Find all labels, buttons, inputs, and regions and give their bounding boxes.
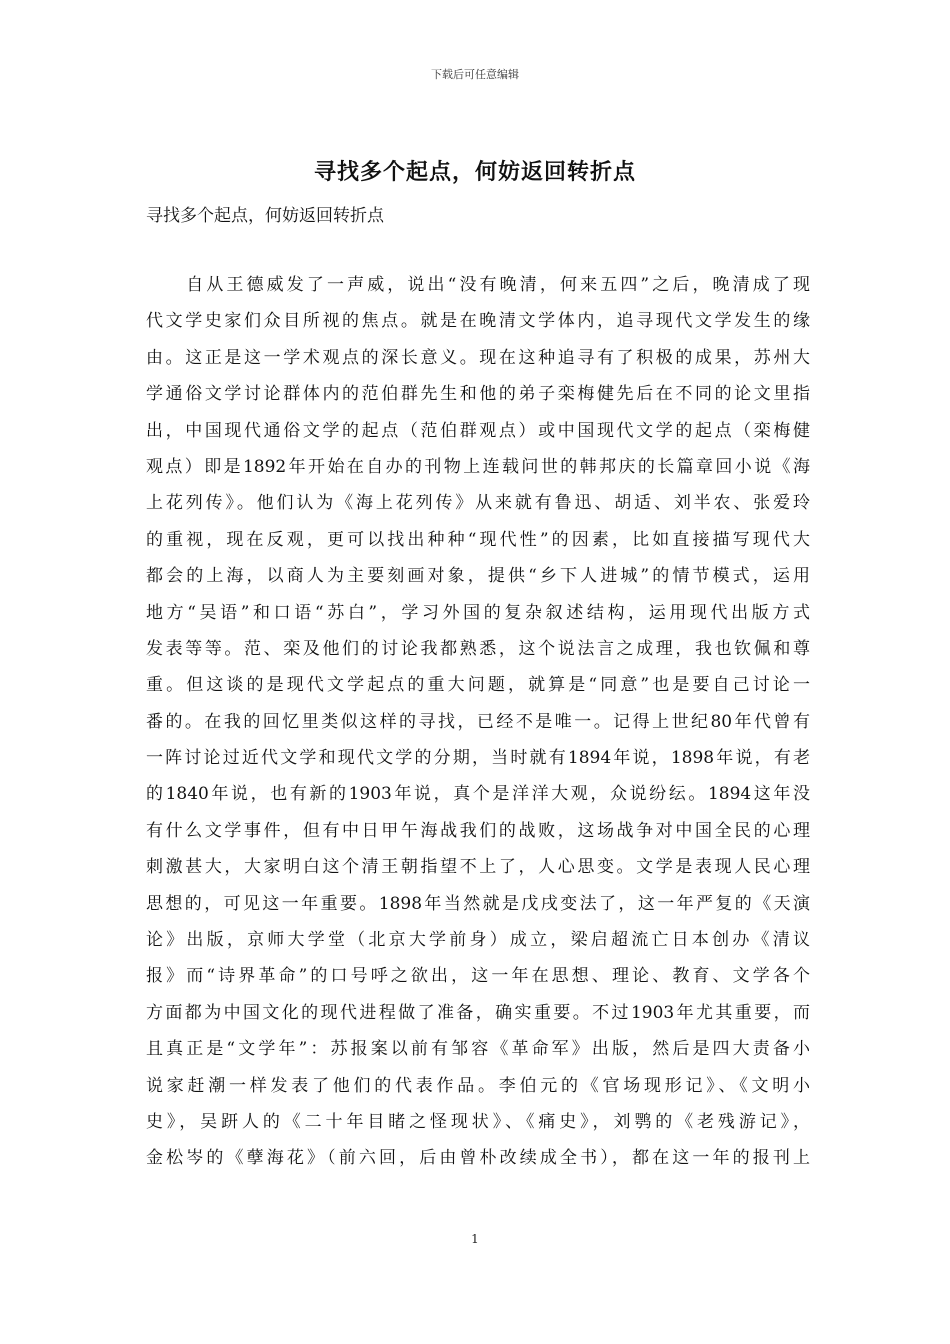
body-line: 自从王德威发了一声威，说出“没有晚清，何来五四”之后，晚清成了现: [146, 275, 810, 295]
body-line: 都会的上海，以商人为主要刻画对象，提供“乡下人进城”的情节模式，运用: [146, 566, 810, 587]
body-line: 番的。在我的回忆里类似这样的寻找，已经不是唯一。记得上世纪80年代曾有: [146, 711, 810, 732]
body-line: 刺激甚大，大家明白这个清王朝指望不上了，人心思变。文学是表现人民心理: [146, 857, 810, 878]
body-text: [146, 267, 810, 1177]
document-subtitle: 寻找多个起点，何妨返回转折点: [146, 206, 384, 226]
body-line: 说家赶潮一样发表了他们的代表作品。李伯元的《官场现形记》、《文明小: [146, 1075, 810, 1096]
page-header: 下载后可任意编辑: [431, 68, 519, 81]
body-line: 学通俗文学讨论群体内的范伯群先生和他的弟子栾梅健先后在不同的论文里指: [146, 384, 810, 405]
body-line: 的1840年说，也有新的1903年说，真个是洋洋大观，众说纷纭。1894这年没: [146, 784, 810, 805]
body-line: 一阵讨论过近代文学和现代文学的分期，当时就有1894年说，1898年说，有老: [146, 748, 810, 769]
body-line: 报》而“诗界革命”的口号呼之欲出，这一年在思想、理论、教育、文学各个: [146, 966, 810, 987]
body-line: 金松岑的《孽海花》（前六回，后由曾朴改续成全书），都在这一年的报刊上: [146, 1148, 810, 1169]
body-line: 上花列传》。他们认为《海上花列传》从来就有鲁迅、胡适、刘半农、张爱玲: [146, 493, 810, 514]
body-line: 论》出版，京师大学堂（北京大学前身）成立，梁启超流亡日本创办《清议: [146, 930, 810, 951]
body-line: 代文学史家们众目所视的焦点。就是在晚清文学体内，追寻现代文学发生的缘: [146, 311, 810, 332]
body-line: 有什么文学事件，但有中日甲午海战我们的战败，这场战争对中国全民的心理: [146, 820, 810, 841]
body-line: 地方“吴语”和口语“苏白”，学习外国的复杂叙述结构，运用现代出版方式: [146, 602, 810, 623]
page-number: 1: [471, 1232, 479, 1246]
body-line: 重。但这谈的是现代文学起点的重大问题，就算是“同意”也是要自己讨论一: [146, 675, 810, 696]
body-line: 由。这正是这一学术观点的深长意义。现在这种追寻有了积极的成果，苏州大: [146, 347, 810, 368]
body-line: 方面都为中国文化的现代进程做了准备，确实重要。不过1903年尤其重要，而: [146, 1002, 810, 1023]
body-line: 发表等等。范、栾及他们的讨论我都熟悉，这个说法言之成理，我也钦佩和尊: [146, 638, 810, 659]
body-line: 史》，吴趼人的《二十年目睹之怪现状》、《痛史》，刘鹗的《老残游记》，: [146, 1111, 810, 1132]
body-line: 的重视，现在反观，更可以找出种种“现代性”的因素，比如直接描写现代大: [146, 529, 810, 550]
document-title: 寻找多个起点，何妨返回转折点: [313, 159, 636, 185]
body-line: 出，中国现代通俗文学的起点（范伯群观点）或中国现代文学的起点（栾梅健: [146, 420, 810, 441]
body-line: 思想的，可见这一年重要。1898年当然就是戊戌变法了，这一年严复的《天演: [146, 893, 810, 914]
body-line: 观点）即是1892年开始在自办的刊物上连载问世的韩邦庆的长篇章回小说《海: [146, 456, 810, 477]
body-line: 且真正是“文学年”：苏报案以前有邹容《革命军》出版，然后是四大责备小: [146, 1039, 810, 1060]
